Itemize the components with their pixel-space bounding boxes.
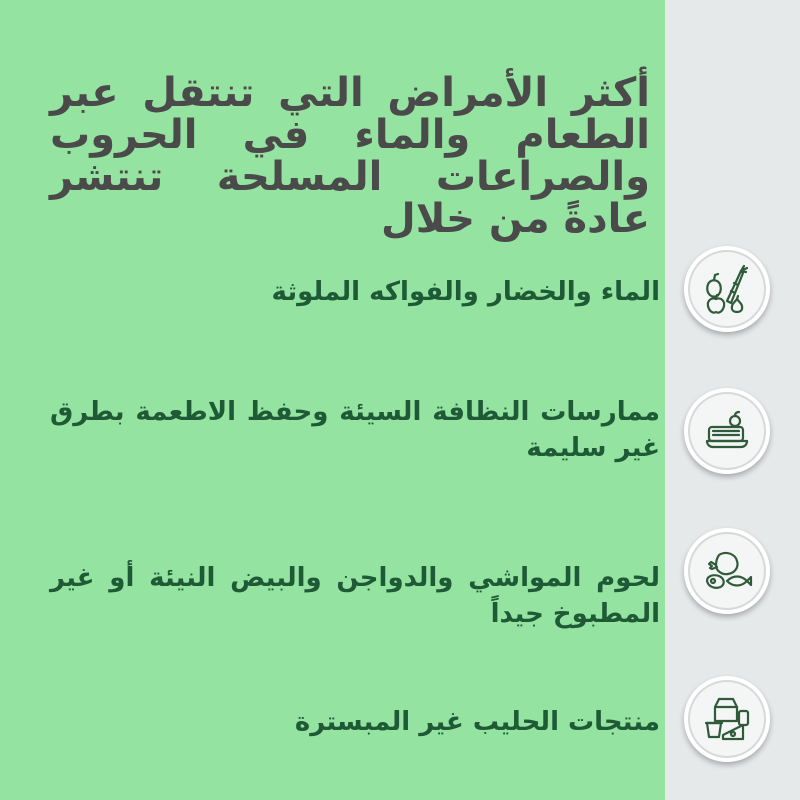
fruits-vegetables-icon (697, 259, 757, 319)
item-icon-circle (684, 528, 770, 614)
meat-poultry-icon (697, 541, 757, 601)
item-text-raw-meat-eggs: لحوم المواشي والدواجن والبيض النيئة أو غير المطبوخ جيداً (50, 563, 660, 629)
item-text-contaminated-produce: الماء والخضار والفواكه الملوثة (271, 277, 660, 307)
dairy-products-icon (697, 689, 757, 749)
page-title: أكثر الأمراض التي تنتقل عبر الطعام والماء في الحروب والصراعات المسلحة تنتشر عادةً من خلال (50, 70, 650, 242)
item-text-poor-hygiene: ممارسات النظافة السيئة وحفظ الاطعمة بطرق غير سليمة (50, 397, 660, 463)
food-container-icon (697, 401, 757, 461)
item-icon-circle (684, 388, 770, 474)
item-icon-circle (684, 676, 770, 762)
item-text-unpasteurized-dairy: منتجات الحليب غير المبسترة (294, 707, 660, 737)
item-icon-circle (684, 246, 770, 332)
